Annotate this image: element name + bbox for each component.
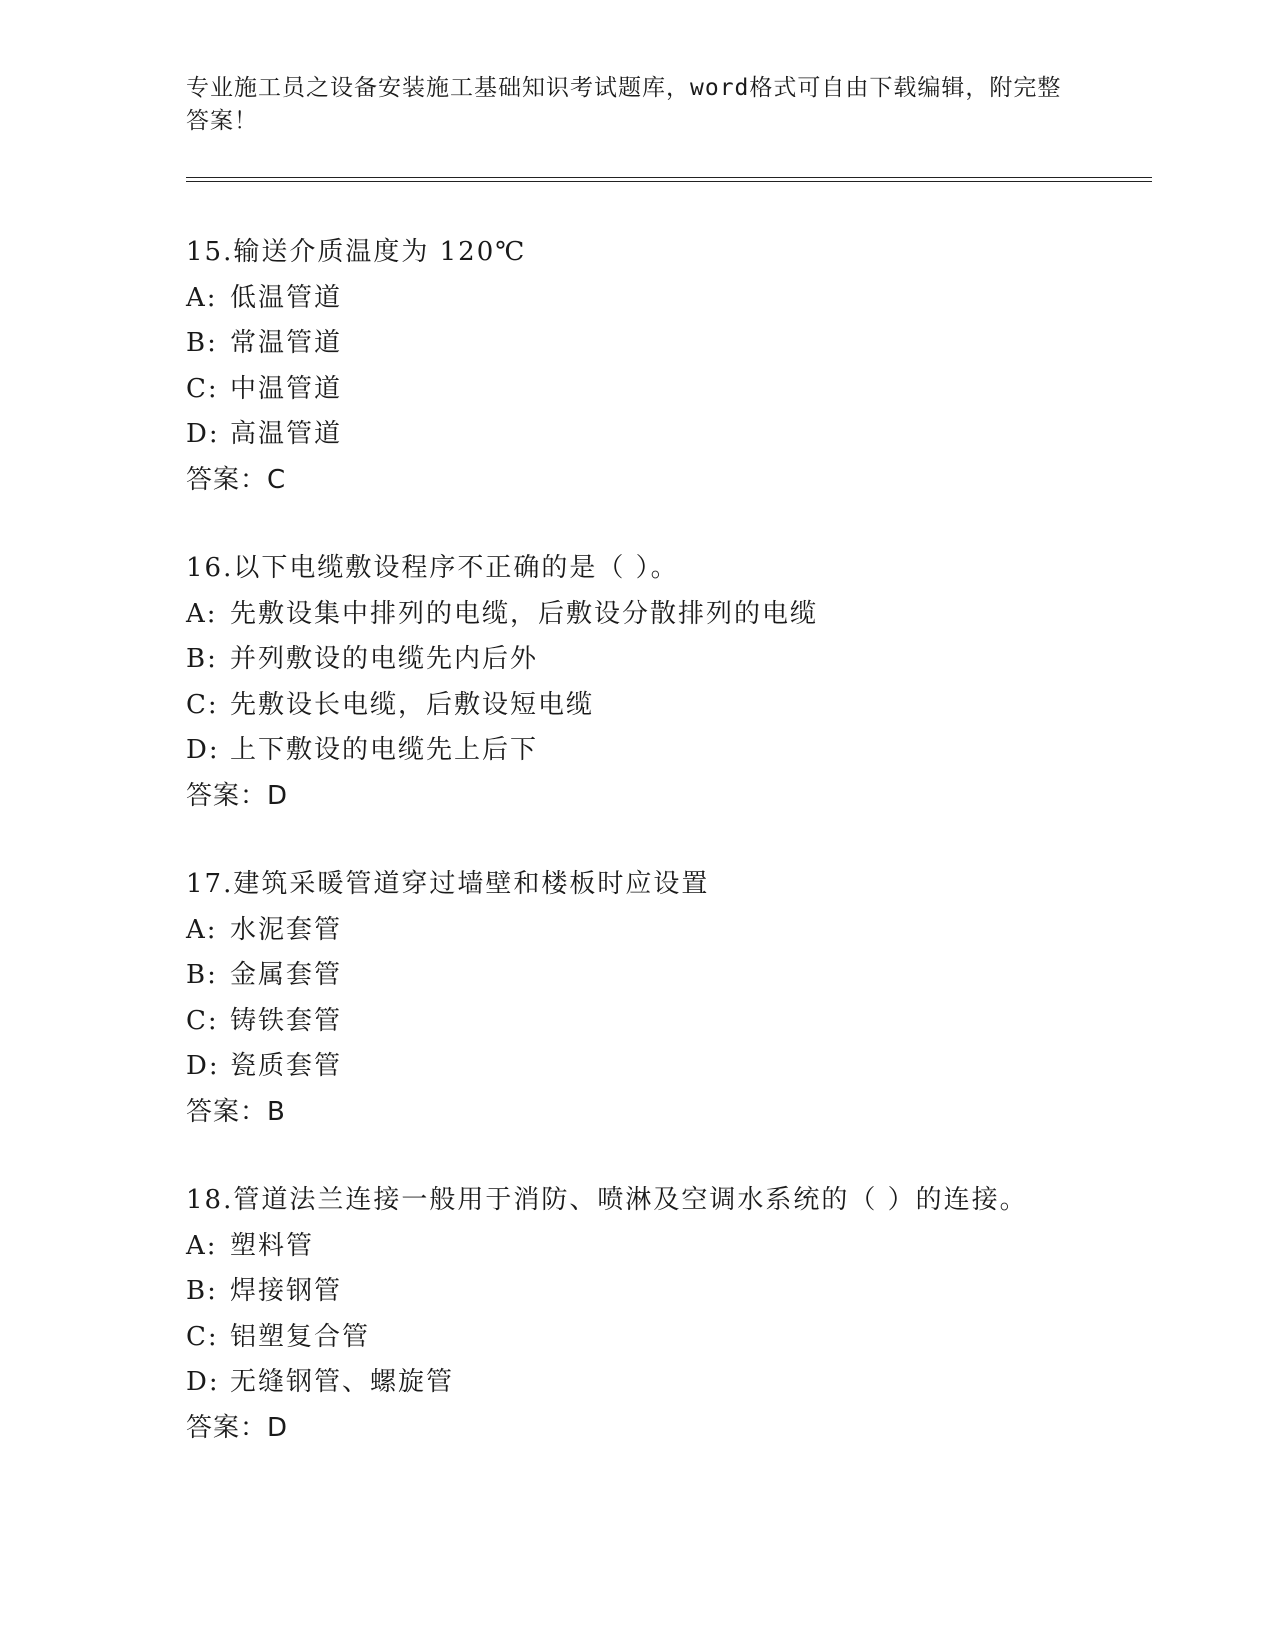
- option-text: 先敷设长电缆，后敷设短电缆: [230, 689, 595, 720]
- question-17: [186, 862, 1186, 1136]
- option-a: [186, 276, 1186, 322]
- option-letter: C:: [186, 1321, 219, 1352]
- question-title: 17.建筑采暖管道穿过墙壁和楼板时应设置: [186, 869, 710, 899]
- option-letter: B:: [186, 328, 218, 359]
- option-text: 高温管道: [230, 419, 343, 450]
- option-c: [186, 367, 1186, 413]
- question-16: [186, 546, 1186, 820]
- option-d: [186, 1044, 1186, 1090]
- question-15: [186, 230, 1186, 504]
- option-letter: C:: [186, 1005, 219, 1036]
- option-b: [186, 321, 1186, 367]
- option-a: [186, 592, 1186, 638]
- option-text: 铸铁套管: [230, 1005, 343, 1036]
- option-text: 常温管道: [230, 328, 343, 359]
- option-text: 铝塑复合管: [230, 1321, 371, 1352]
- option-c: [186, 1315, 1186, 1361]
- option-letter: D:: [186, 419, 220, 450]
- option-text: 先敷设集中排列的电缆，后敷设分散排列的电缆: [230, 598, 819, 629]
- option-text: 瓷质套管: [230, 1051, 343, 1082]
- option-text: 中温管道: [230, 373, 343, 404]
- option-letter: D:: [186, 735, 220, 766]
- option-letter: C:: [186, 689, 219, 720]
- option-text: 焊接钢管: [230, 1276, 343, 1307]
- option-c: [186, 683, 1186, 729]
- question-18: [186, 1178, 1186, 1452]
- option-text: 上下敷设的电缆先上后下: [230, 735, 539, 766]
- answer-line: 答案：B: [186, 1096, 286, 1127]
- option-text: 并列敷设的电缆先内后外: [230, 644, 539, 675]
- option-text: 金属套管: [230, 960, 343, 991]
- option-letter: B:: [186, 644, 218, 675]
- option-text: 无缝钢管、螺旋管: [230, 1367, 455, 1398]
- option-letter: C:: [186, 373, 219, 404]
- option-b: [186, 1269, 1186, 1315]
- option-b: [186, 953, 1186, 999]
- question-title: 18.管道法兰连接一般用于消防、喷淋及空调水系统的（ ）的连接。: [186, 1185, 1028, 1215]
- option-d: [186, 412, 1186, 458]
- option-letter: A:: [186, 598, 218, 629]
- option-d: [186, 728, 1186, 774]
- option-a: [186, 1224, 1186, 1270]
- option-letter: A:: [186, 1230, 218, 1261]
- option-b: [186, 637, 1186, 683]
- document-header: 专业施工员之设备安装施工基础知识考试题库，word格式可自由下载编辑，附完整答案！: [186, 75, 1062, 134]
- option-a: [186, 908, 1186, 954]
- option-text: 塑料管: [230, 1230, 315, 1261]
- option-letter: D:: [186, 1367, 220, 1398]
- option-c: [186, 999, 1186, 1045]
- option-letter: A:: [186, 914, 218, 945]
- option-letter: B:: [186, 1276, 218, 1307]
- answer-line: 答案：D: [186, 780, 289, 811]
- answer-line: 答案：D: [186, 1412, 289, 1443]
- question-title: 16.以下电缆敷设程序不正确的是（ ）。: [186, 553, 679, 583]
- option-d: [186, 1360, 1186, 1406]
- option-letter: B:: [186, 960, 218, 991]
- option-text: 水泥套管: [230, 914, 343, 945]
- header-divider: [186, 177, 1152, 182]
- answer-line: 答案：C: [186, 464, 287, 495]
- option-letter: D:: [186, 1051, 220, 1082]
- question-title: 15.输送介质温度为 120℃: [186, 237, 527, 267]
- option-text: 低温管道: [230, 282, 343, 313]
- option-letter: A:: [186, 282, 218, 313]
